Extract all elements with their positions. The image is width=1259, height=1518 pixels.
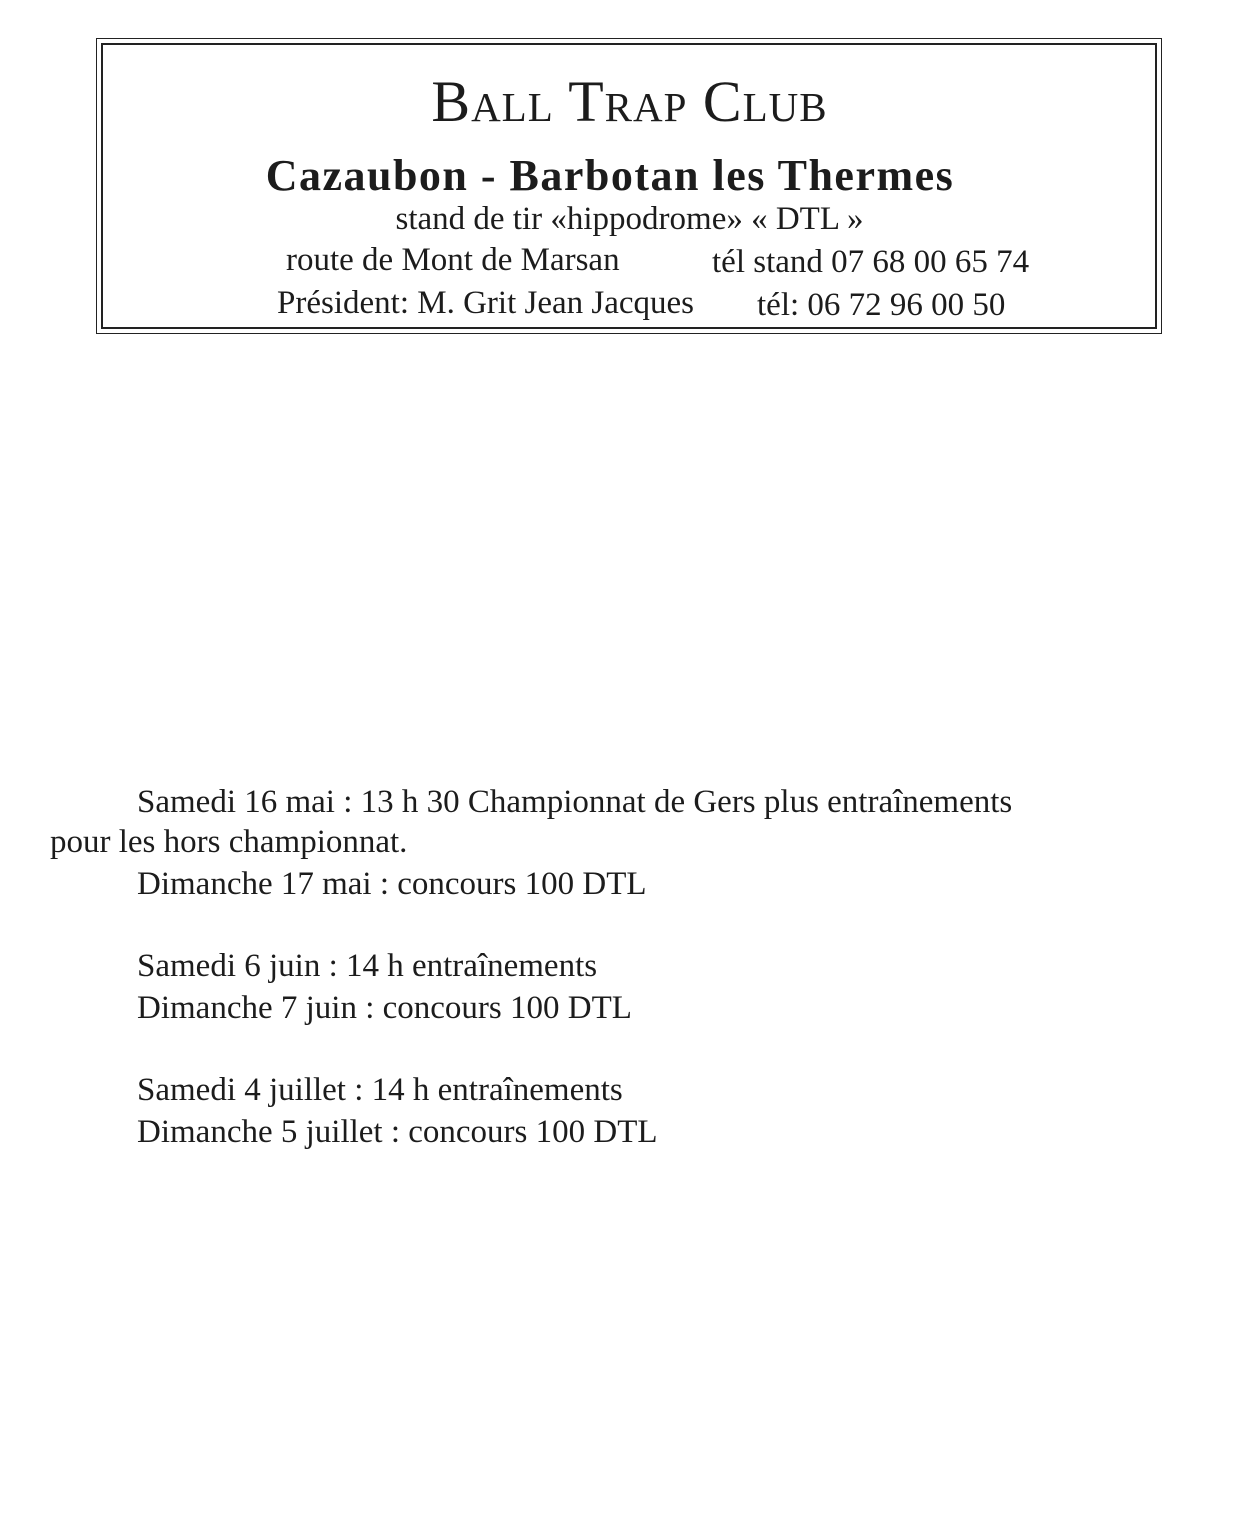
president-name: Président: M. Grit Jean Jacques bbox=[277, 285, 694, 321]
event-line: Dimanche 5 juillet : concours 100 DTL bbox=[137, 1114, 658, 1150]
club-address: route de Mont de Marsan bbox=[286, 242, 620, 278]
stand-phone: tél stand 07 68 00 65 74 bbox=[712, 244, 1030, 280]
event-line: Dimanche 7 juin : concours 100 DTL bbox=[137, 990, 632, 1026]
event-line: Dimanche 17 mai : concours 100 DTL bbox=[137, 866, 647, 902]
event-line: pour les hors championnat. bbox=[50, 824, 408, 860]
event-line: Samedi 6 juin : 14 h entraînements bbox=[137, 948, 598, 984]
stand-description: stand de tir «hippodrome» « DTL » bbox=[395, 201, 864, 237]
event-line: Samedi 4 juillet : 14 h entraînements bbox=[137, 1072, 623, 1108]
event-line: Samedi 16 mai : 13 h 30 Championnat de Gers plus entraînements bbox=[137, 784, 1013, 820]
president-phone: tél: 06 72 96 00 50 bbox=[757, 287, 1006, 323]
club-name: Ball Trap Club bbox=[431, 69, 828, 134]
club-location: Cazaubon - Barbotan les Thermes bbox=[265, 151, 955, 200]
